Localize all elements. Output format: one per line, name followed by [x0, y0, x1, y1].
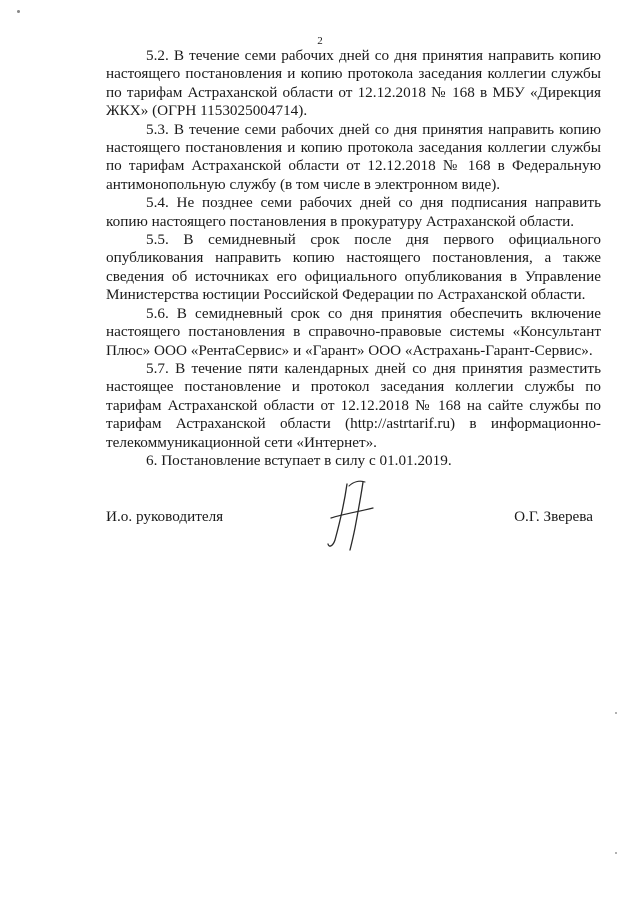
signature-block: [0, 508, 640, 548]
handwritten-signature: [325, 478, 380, 553]
paragraph-6: 6. Постановление вступает в силу с 01.01.2019.: [146, 451, 452, 469]
signatory-name: О.Г. Зверева: [514, 508, 593, 525]
paragraph-5-7: 5.7. В течение пяти календарных дней со дня принятия разместить настоящее постановление и протокол заседания коллегии службы по тарифам Астраханской области от 12.12.2018 № 168 на сайте службы по тарифам Астраханской области (http://astrtarif.ru) в информационно-телекоммуникационной сети «Интернет».: [106, 359, 601, 451]
scan-mark: [17, 10, 20, 13]
paragraph-5-2: 5.2. В течение семи рабочих дней со дня принятия направить копию настоящего постановления и копию протокола заседания коллегии службы по тарифам Астраханской области от 12.12.2018 № 168 в МБУ «Дирекция ЖКХ» (ОГРН 1153025004714).: [106, 47, 601, 120]
document-body: [106, 47, 601, 470]
paragraph-5-3: 5.3. В течение семи рабочих дней со дня принятия направить копию настоящего постановления и копию протокола заседания коллегии службы по тарифам Астраханской области от 12.12.2018 № 168 в Федеральную антимонопольную службу (в том числе в электронном виде).: [106, 120, 601, 193]
scan-dot: [615, 852, 617, 854]
paragraph-5-6: 5.6. В семидневный срок со дня принятия обеспечить включение настоящего постановления в справочно-правовые системы «Консультант Плюс» ООО «РентаСервис» и «Гарант» ООО «Астрахань-Гарант-Сервис».: [106, 304, 601, 359]
paragraph-5-4: 5.4. Не позднее семи рабочих дней со дня подписания направить копию настоящего постановления в прокуратуру Астраханской области.: [106, 194, 601, 230]
scan-dot: [615, 712, 617, 714]
paragraph-5-5: 5.5. В семидневный срок после дня первого официального опубликования направить копию настоящего постановления, а также сведения об источниках его официального опубликования в Управление Министерства юстиции Российской Федерации по Астраханской области.: [106, 231, 601, 304]
signatory-title: И.о. руководителя: [106, 508, 224, 525]
page-number: 2: [317, 35, 323, 47]
